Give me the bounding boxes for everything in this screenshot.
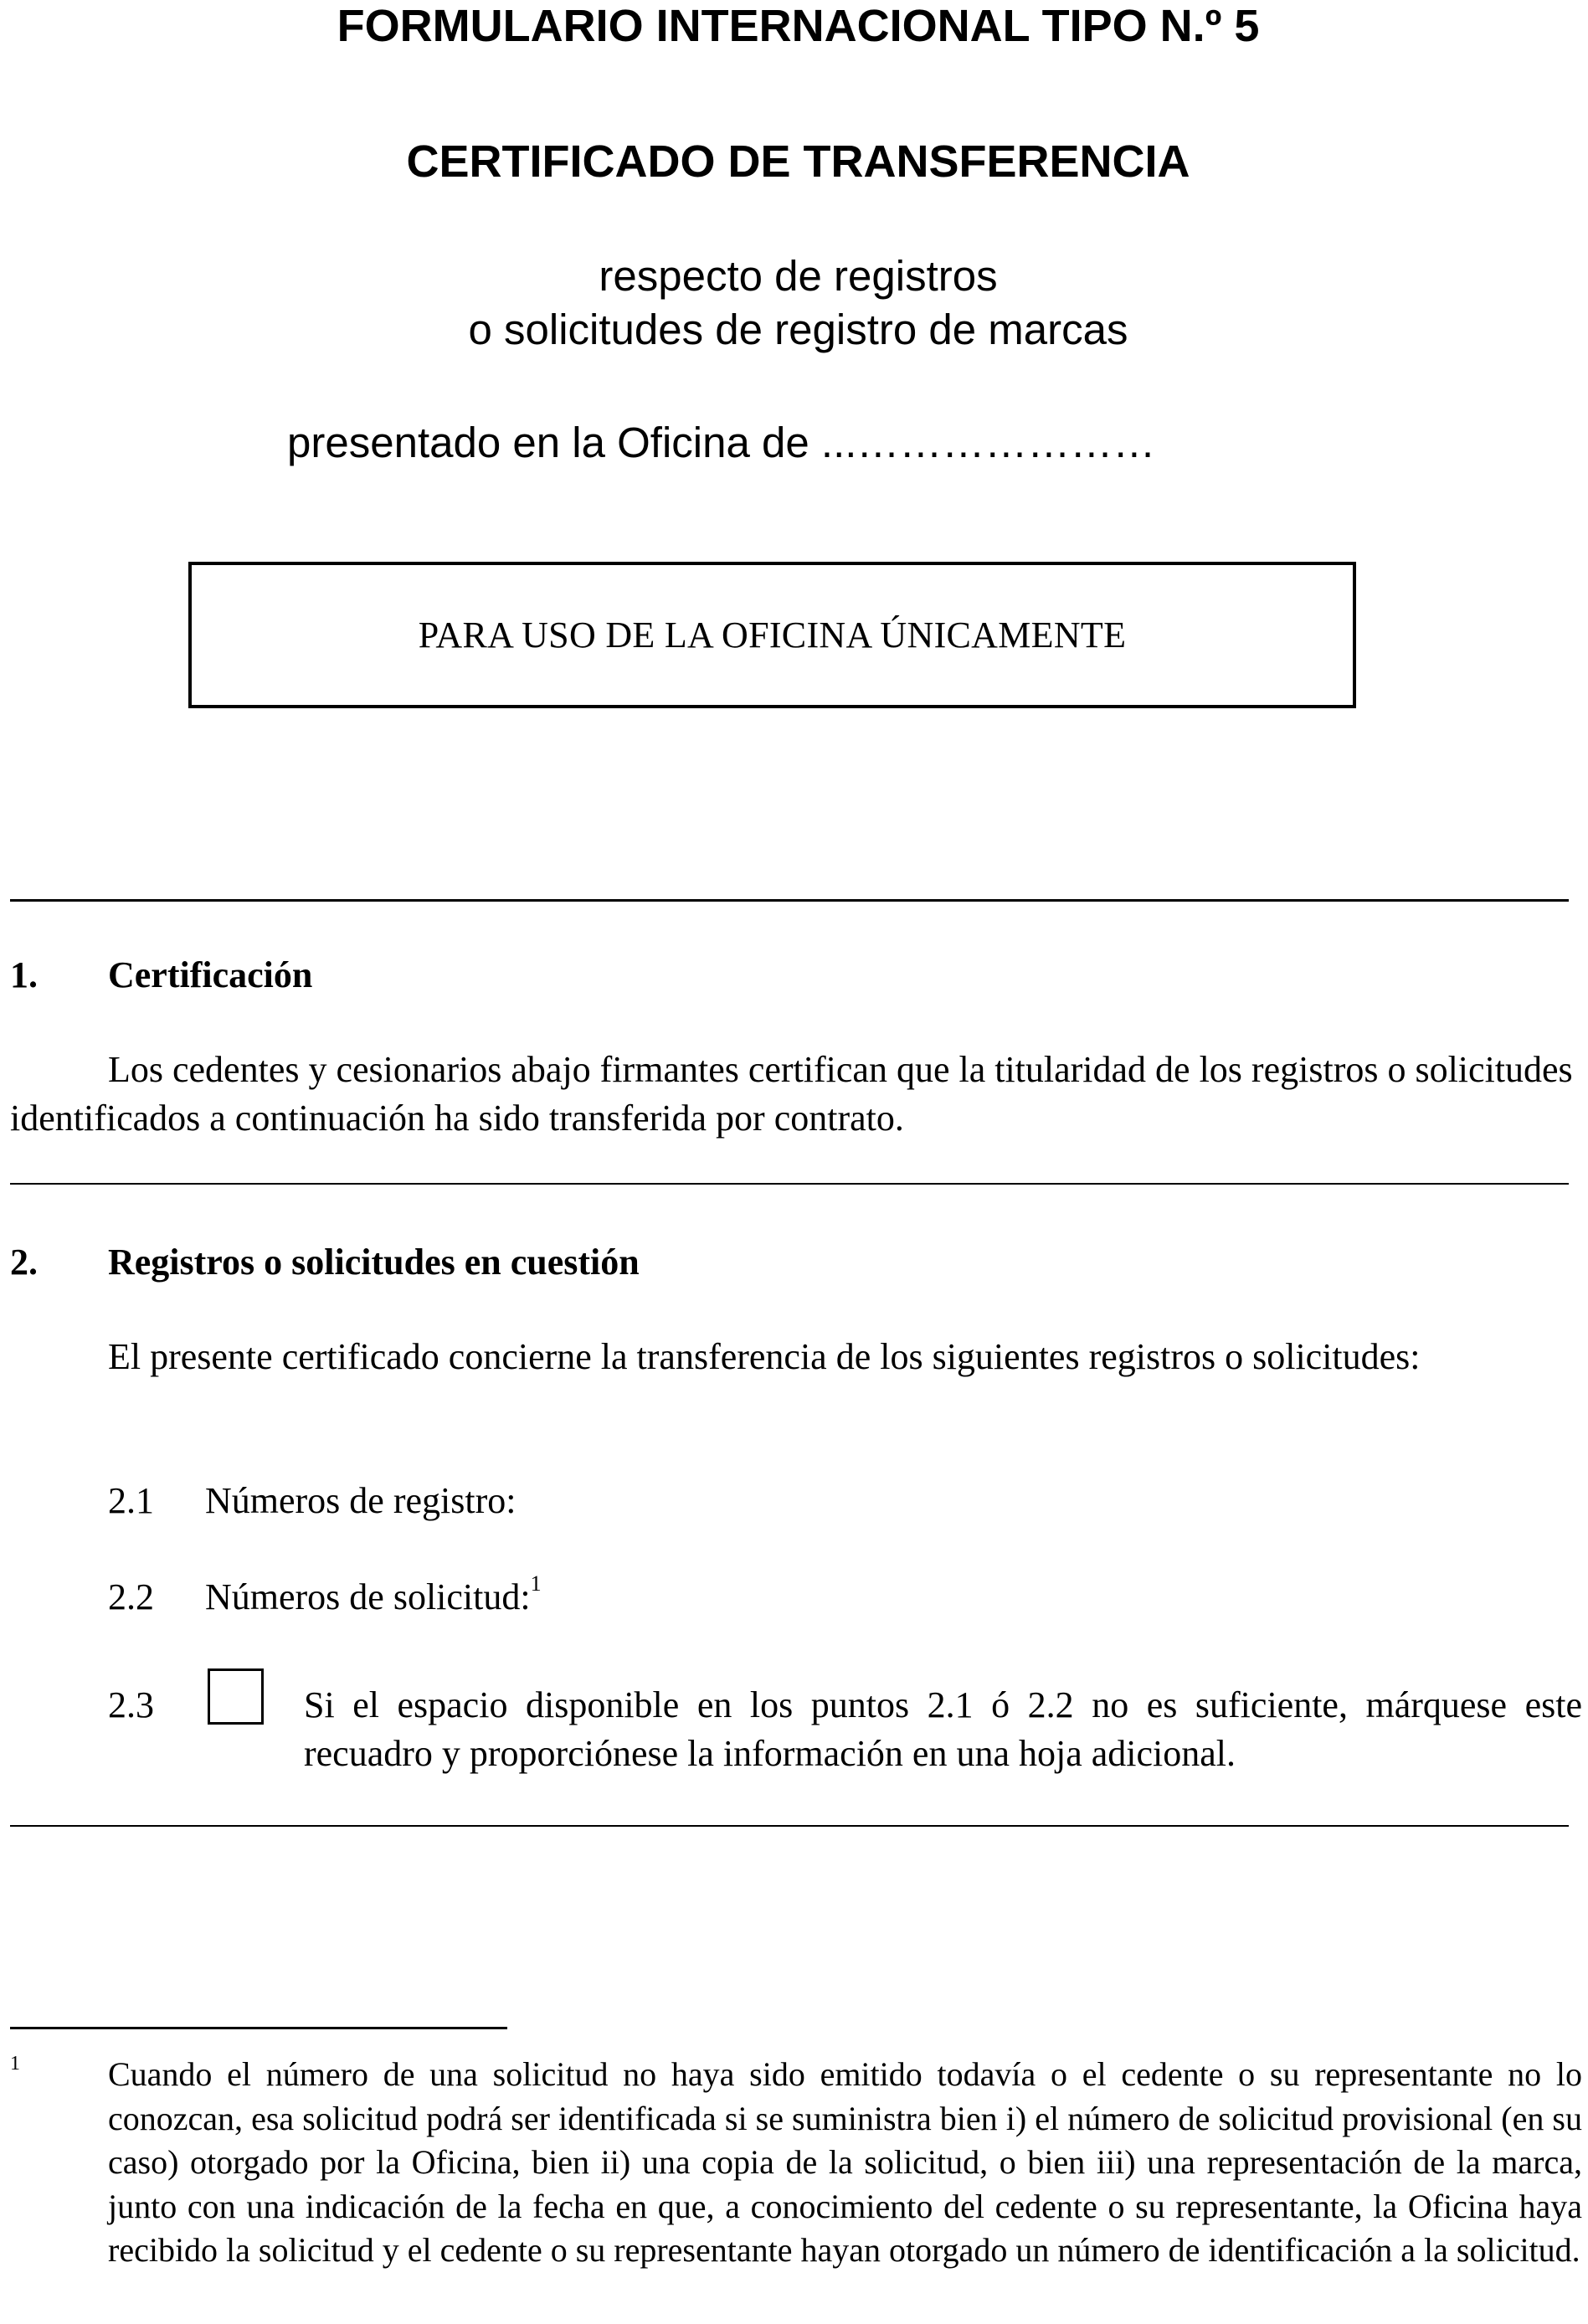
section-divider (10, 1183, 1569, 1185)
item-2-2-label: Números de solicitud:$^1$ (205, 1571, 542, 1617)
item-2-3-text: Si el espacio disponible en los puntos 2.1 ó 2.2 no es suficiente, márquese este recuadro y proporciónese la información en una hoja adicional. (304, 1684, 1582, 1774)
item-2-3-number: 2.3 (108, 1684, 154, 1725)
section-2-number: 2. (10, 1242, 38, 1283)
section-1-number: 1. (10, 954, 38, 995)
certificate-title: CERTIFICADO DE TRANSFERENCIA (406, 136, 1190, 187)
item-2-1-number: 2.1 (108, 1480, 154, 1521)
section-2-title: Registros o solicitudes en cuestión (108, 1242, 640, 1283)
footnote-separator (10, 2027, 507, 2029)
item-2-1-label: Números de registro: (205, 1480, 516, 1521)
form-title: FORMULARIO INTERNACIONAL TIPO N.º 5 (337, 1, 1260, 51)
footnote-ref: 1 (530, 1571, 542, 1596)
subtitle-line-2: o solicitudes de registro de marcas (468, 306, 1128, 353)
section-divider (10, 899, 1569, 902)
office-use-box (188, 562, 1356, 708)
section-2-intro: El presente certificado concierne la transferencia de los siguientes registros o solicitudes: (108, 1336, 1421, 1377)
footnote-text: Cuando el número de una solicitud no haya sido emitido todavía o el cedente o su representante no lo conozcan, esa solicitud podrá ser identificada si se suministra bien i) el número de solicitud provisional (en su caso) otorgado por la Oficina, bien ii) una copia de la solicitud, o bien iii) una representación de la marca, junto con una indicación de la fecha en que, a conocimiento del cedente o su representante, la Oficina haya recibido la solicitud y el cedente o su representante hayan otorgado un número de identificación a la solicitud. (108, 2055, 1582, 2269)
section-1-text: Los cedentes y cesionarios abajo firmantes certifican que la titularidad de los registros o solicitudes identificados a continuación ha sido transferida por contrato. (10, 1049, 1573, 1139)
section-1-title: Certificación (108, 954, 313, 995)
additional-sheet-checkbox[interactable] (208, 1668, 264, 1725)
presented-in-office-line: presentado en la Oficina de ...………………… (287, 419, 1156, 466)
section-divider (10, 1825, 1569, 1827)
footnote-number: 1 (10, 2053, 20, 2075)
subtitle (0, 249, 1588, 357)
office-use-label: PARA USO DE LA OFICINA ÚNICAMENTE (418, 614, 1127, 656)
subtitle-line-1: respecto de registros (599, 252, 998, 300)
item-2-2-number: 2.2 (108, 1576, 154, 1617)
